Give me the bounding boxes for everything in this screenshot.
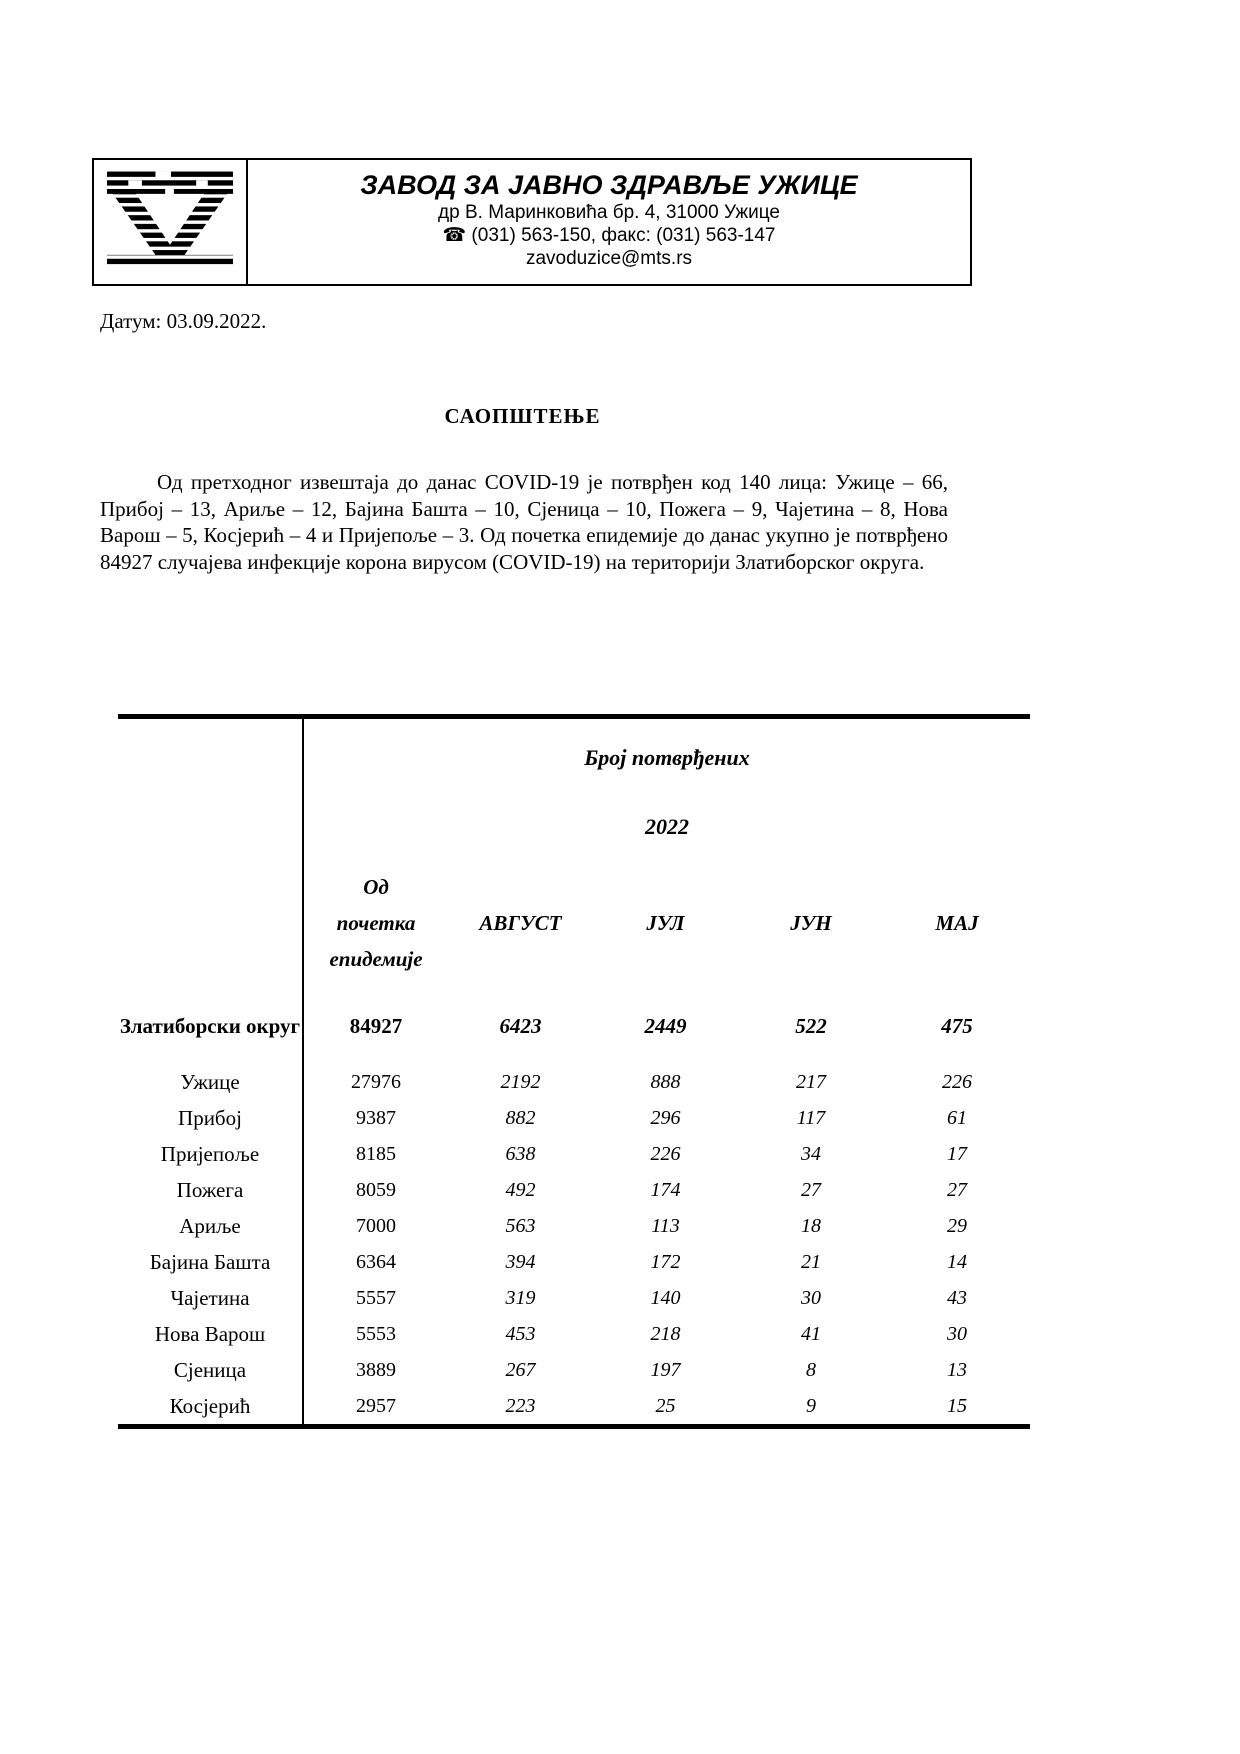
empty-cell bbox=[118, 717, 303, 797]
total-row bbox=[118, 988, 1030, 1064]
cell: 41 bbox=[801, 1322, 821, 1345]
org-phone: ☎ (031) 563-150, факс: (031) 563-147 bbox=[442, 225, 776, 246]
table-year: 2022 bbox=[645, 814, 689, 839]
body-paragraph: Од претходног извештаја до данас COVID-19 је потврђен код 140 лица: Ужице – 66, Прибој – 13, Ариље – 12, Бајина Башта – 10, Сјеница – 10, Пожега – 9, Чајетина – 8, Нова Варош – 5, Косјерић – 4 и Пријепоље – 3. Од почетка епидемије до данас укупно је потврђено 84927 случајева инфекције корона вирусом (COVID-19) на територији Златиборског округа. bbox=[100, 470, 948, 574]
letterhead-box bbox=[92, 158, 972, 286]
row-label: Златиборски округ bbox=[118, 988, 303, 1064]
cell: 8185 bbox=[356, 1142, 396, 1165]
cell: 17 bbox=[947, 1142, 967, 1165]
table-row bbox=[118, 1388, 1030, 1427]
cell: 27 bbox=[947, 1178, 967, 1201]
logo-cell bbox=[94, 160, 248, 284]
row-label: Чајетина bbox=[118, 1280, 303, 1316]
institute-logo-icon bbox=[107, 170, 233, 275]
cell: 882 bbox=[505, 1106, 536, 1129]
table-row bbox=[118, 1136, 1030, 1172]
cell: 174 bbox=[650, 1178, 681, 1201]
cell: 5557 bbox=[356, 1286, 396, 1309]
cell: 18 bbox=[801, 1214, 821, 1237]
cell: 30 bbox=[947, 1322, 967, 1345]
date-line: Датум: 03.09.2022. bbox=[100, 309, 267, 333]
cell: 223 bbox=[505, 1394, 536, 1417]
cell: 6364 bbox=[356, 1250, 396, 1273]
cell: 27976 bbox=[351, 1070, 401, 1093]
table-row bbox=[118, 1244, 1030, 1280]
cell: 475 bbox=[941, 1013, 973, 1038]
cell: 226 bbox=[942, 1070, 972, 1093]
table-row bbox=[118, 1280, 1030, 1316]
cell: 15 bbox=[947, 1394, 967, 1417]
cell: 29 bbox=[947, 1214, 967, 1237]
cell: 319 bbox=[505, 1286, 536, 1309]
col-header-may: МАЈ bbox=[935, 910, 979, 935]
row-label: Ариље bbox=[118, 1208, 303, 1244]
row-label: Ужице bbox=[118, 1064, 303, 1100]
cell: 563 bbox=[505, 1214, 536, 1237]
cell: 492 bbox=[505, 1178, 536, 1201]
cell: 218 bbox=[650, 1322, 681, 1345]
row-label: Пожега bbox=[118, 1172, 303, 1208]
row-label: Пријепоље bbox=[118, 1136, 303, 1172]
cell: 226 bbox=[650, 1142, 681, 1165]
cell: 25 bbox=[655, 1394, 676, 1417]
cell: 888 bbox=[650, 1070, 681, 1093]
table-row bbox=[118, 1172, 1030, 1208]
cell: 522 bbox=[795, 1013, 827, 1038]
empty-cell bbox=[118, 858, 303, 988]
table-row bbox=[118, 1316, 1030, 1352]
cell: 27 bbox=[801, 1178, 821, 1201]
cell: 172 bbox=[650, 1250, 681, 1273]
cell: 34 bbox=[801, 1142, 821, 1165]
cell: 9 bbox=[806, 1394, 816, 1417]
org-email: zavoduzice@mts.rs bbox=[525, 248, 693, 269]
covid-table bbox=[118, 714, 1030, 1429]
cell: 5553 bbox=[356, 1322, 396, 1345]
table-year-cell bbox=[303, 796, 1030, 858]
column-header-row bbox=[118, 858, 1030, 988]
table-year-row bbox=[118, 796, 1030, 858]
cell: 2192 bbox=[500, 1070, 541, 1093]
col-header-july: ЈУЛ bbox=[646, 910, 685, 935]
cell: 8 bbox=[806, 1358, 816, 1381]
cell: 3889 bbox=[356, 1358, 396, 1381]
table-title-row bbox=[118, 717, 1030, 797]
cell: 394 bbox=[505, 1250, 536, 1273]
row-label: Бајина Башта bbox=[118, 1244, 303, 1280]
table-title-cell bbox=[303, 717, 1030, 797]
cell: 117 bbox=[796, 1106, 826, 1129]
cell: 140 bbox=[650, 1286, 681, 1309]
cell: 113 bbox=[651, 1214, 680, 1237]
col-header-august: АВГУСТ bbox=[479, 910, 562, 935]
cell: 197 bbox=[650, 1358, 681, 1381]
row-label: Косјерић bbox=[118, 1388, 303, 1427]
cell: 267 bbox=[505, 1358, 536, 1381]
row-label: Сјеница bbox=[118, 1352, 303, 1388]
cell: 13 bbox=[947, 1358, 967, 1381]
cell: 217 bbox=[796, 1070, 826, 1093]
cell: 61 bbox=[947, 1106, 967, 1129]
table-row bbox=[118, 1064, 1030, 1100]
cell: 6423 bbox=[499, 1013, 542, 1038]
cell: 84927 bbox=[349, 1013, 403, 1038]
cell: 43 bbox=[947, 1286, 967, 1309]
cell: 8059 bbox=[356, 1178, 396, 1201]
cell: 21 bbox=[801, 1250, 821, 1273]
table-row bbox=[118, 1352, 1030, 1388]
row-label: Прибој bbox=[118, 1100, 303, 1136]
col-header-epidemic-start: Од почетка епидемије bbox=[329, 875, 423, 971]
cell: 296 bbox=[650, 1106, 681, 1129]
org-name: ЗАВОД ЗА ЈАВНО ЗДРАВЉЕ УЖИЦЕ bbox=[360, 170, 858, 200]
cell: 14 bbox=[947, 1250, 967, 1273]
table-row bbox=[118, 1100, 1030, 1136]
cell: 9387 bbox=[356, 1106, 396, 1129]
cell: 30 bbox=[801, 1286, 821, 1309]
empty-cell bbox=[118, 796, 303, 858]
row-label: Нова Варош bbox=[118, 1316, 303, 1352]
cell: 2957 bbox=[356, 1394, 396, 1417]
table-title: Број потврђених bbox=[584, 744, 750, 770]
letterhead-text bbox=[248, 160, 970, 284]
cell: 638 bbox=[505, 1142, 536, 1165]
cell: 453 bbox=[505, 1322, 536, 1345]
org-address: др В. Маринковића бр. 4, 31000 Ужице bbox=[438, 202, 780, 223]
table-row bbox=[118, 1208, 1030, 1244]
cell: 7000 bbox=[356, 1214, 396, 1237]
col-header-june: ЈУН bbox=[790, 910, 832, 935]
document-title: САОПШТЕЊЕ bbox=[444, 404, 601, 428]
cell: 2449 bbox=[644, 1013, 687, 1038]
